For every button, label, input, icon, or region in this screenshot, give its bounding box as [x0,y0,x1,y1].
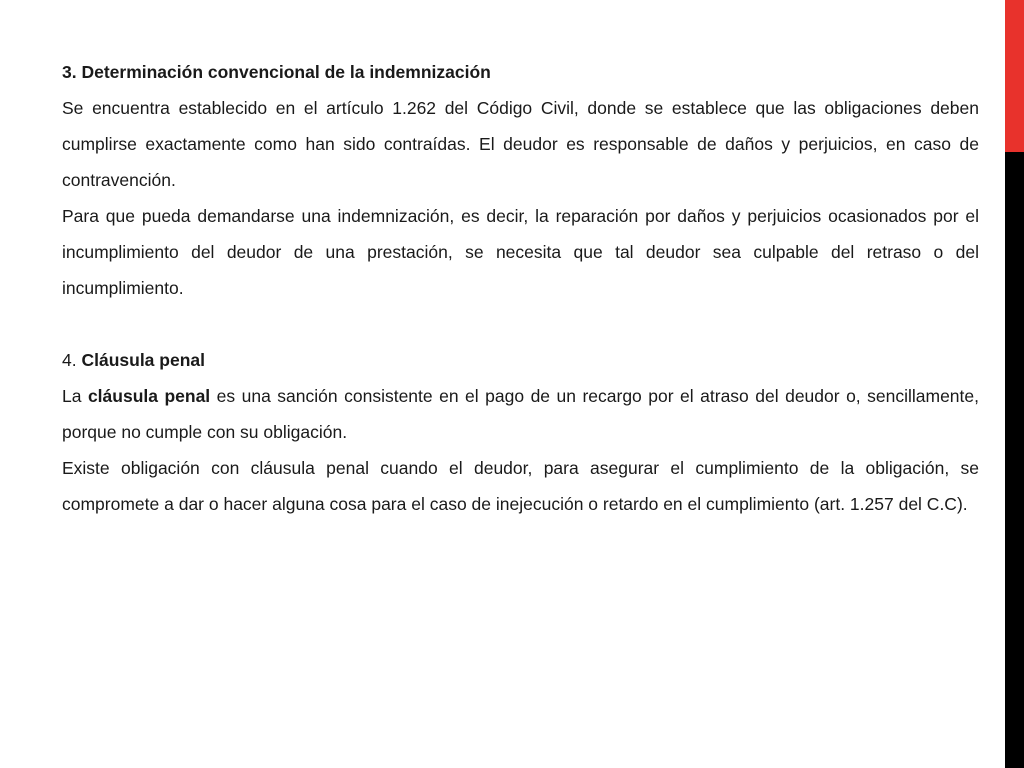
section-3-heading: 3. Determinación convencional de la indemnización [62,62,491,82]
slide-content [62,54,979,522]
section-gap [62,306,979,342]
accent-bar-black [1005,152,1024,768]
section-4-paragraph-1-rest: es una sanción consistente en el pago de un recargo por el atraso del deudor o, sencillamente, porque no cumple con su obligación. [62,386,980,442]
section-4-paragraph-1 [62,378,979,450]
section-4-heading-title: Cláusula penal [81,350,205,370]
section-4-heading-number: 4. [62,350,82,370]
section-4-paragraph-2: Existe obligación con cláusula penal cuando el deudor, para asegurar el cumplimiento de la obligación, se compromete a dar o hacer alguna cosa para el caso de inejecución o retardo en el cumplimiento (art. 1.257 del C.C). [62,458,979,514]
section-4-paragraph-1-start: La [62,386,88,406]
accent-bar-red [1005,0,1024,152]
section-4-heading [62,342,979,378]
section-3-paragraph-1: Se encuentra establecido en el artículo 1.262 del Código Civil, donde se establece que las obligaciones deben cumplirse exactamente como han sido contraídas. El deudor es responsable de daños y perjuicios, en caso de contravención. [62,98,979,190]
section-4-paragraph-1-term: cláusula penal [87,386,211,406]
section-3-paragraph-2: Para que pueda demandarse una indemnización, es decir, la reparación por daños y perjuicios ocasionados por el incumplimiento del deudor de una prestación, se necesita que tal deudor sea culpable del retraso o del incumplimiento. [62,206,979,298]
